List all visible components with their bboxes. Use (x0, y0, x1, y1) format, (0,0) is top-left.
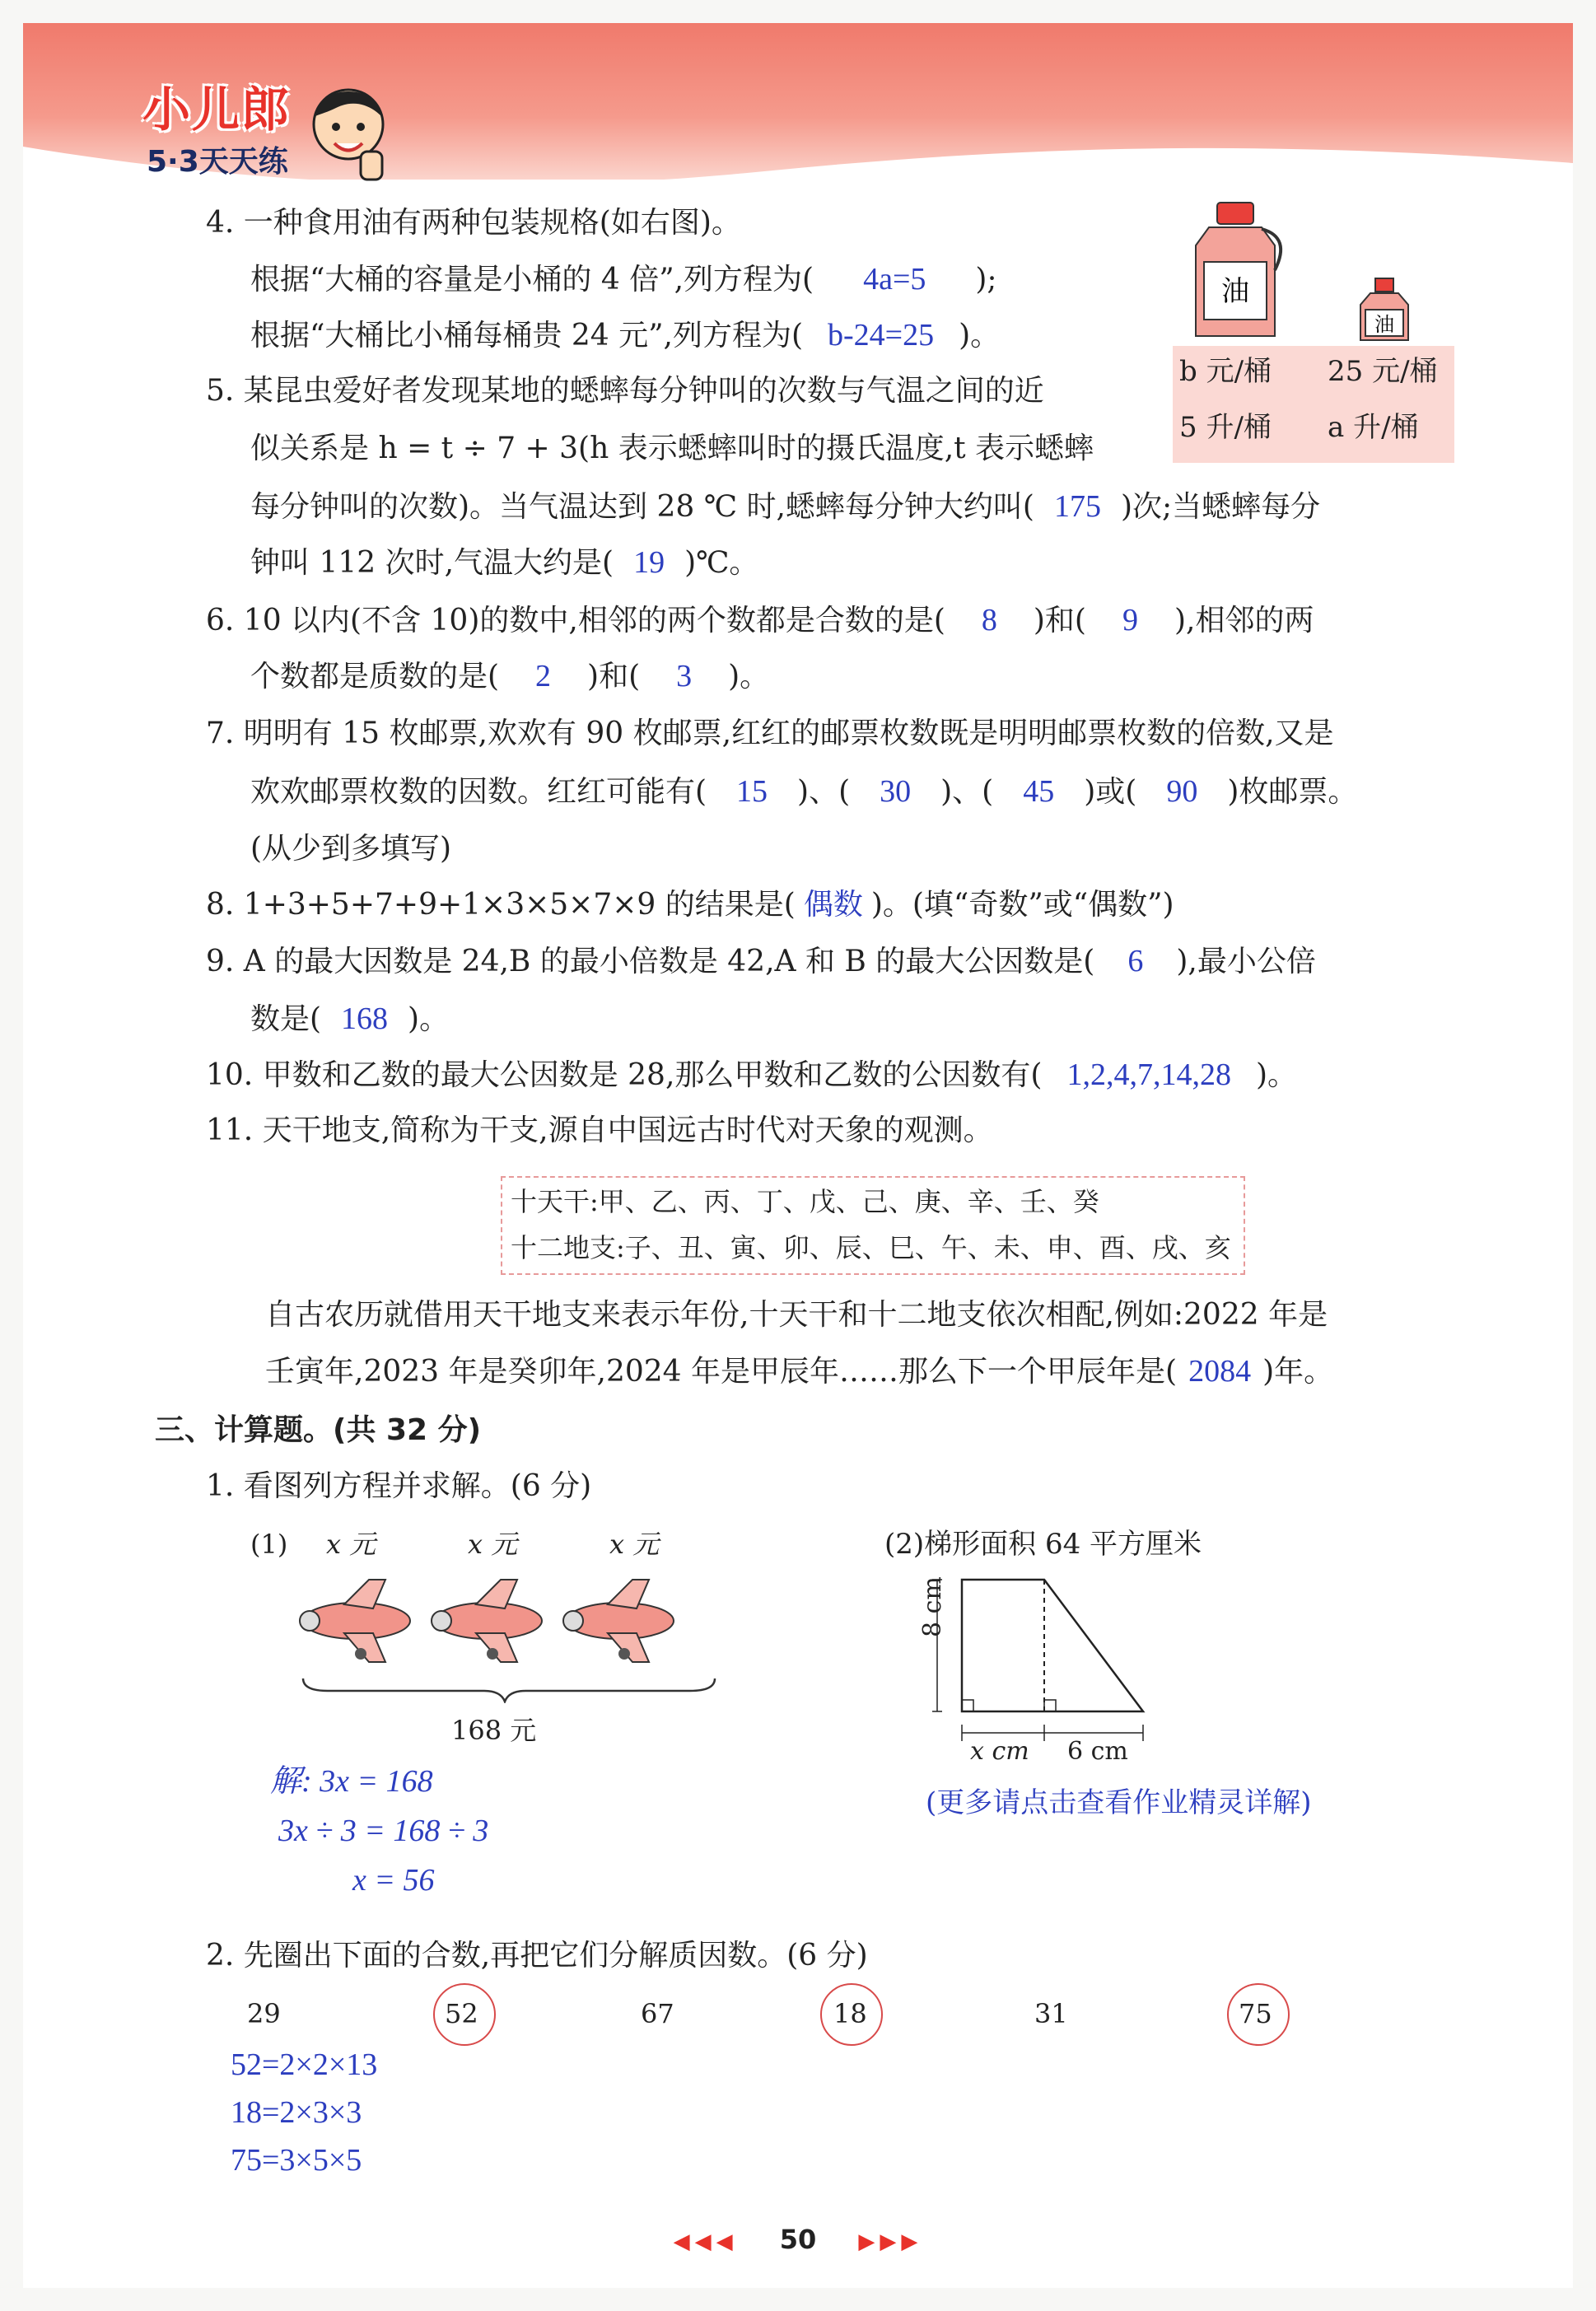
c1-title: 1. 看图列方程并求解。(6 分) (206, 1469, 592, 1503)
c2-title: 2. 先圈出下面的合数,再把它们分解质因数。(6 分) (206, 1939, 868, 1973)
svg-text:油: 油 (1374, 313, 1394, 336)
q7-line3: (从少到多填写) (250, 832, 452, 866)
q8-answer: 偶数 (803, 888, 863, 922)
q5-line3: 每分钟叫的次数)。当气温达到 28 ℃ 时,蟋蟀每分钟大约叫( 175 )次;当蟋蟀每分 (250, 489, 1321, 524)
big-volume: 5 升/桶 (1179, 411, 1272, 444)
earthly-branches: 十二地支:子、丑、寅、卯、辰、巳、午、未、申、酉、戌、亥 (511, 1232, 1231, 1263)
q4-line3: 根据“大桶比小桶每桶贵 24 元”,列方程为( b-24=25 )。 (250, 318, 1001, 352)
solution-step1: 解: 3x = 168 (270, 1764, 433, 1799)
q7-answer2: 30 (880, 774, 912, 809)
airplanes-diagram (295, 1571, 723, 1703)
factorization-52: 52=2×2×13 (231, 2047, 378, 2082)
factorization-75: 75=3×5×5 (231, 2143, 362, 2178)
number-75: 75 (1239, 1998, 1272, 2029)
page (23, 23, 1573, 2288)
q7-line2: 欢欢邮票枚数的因数。红红可能有( 15 )、( 30 )、( 45 )或( 90 )枚邮票。 (250, 774, 1358, 809)
mascot-icon (303, 79, 394, 186)
oil-spec-box (1173, 346, 1454, 463)
page-number: 50 (779, 2224, 817, 2255)
airplane-icon (300, 1580, 410, 1662)
airplane-icon (432, 1580, 542, 1662)
q7-answer3: 45 (1023, 774, 1055, 809)
q5-answer1: 175 (1053, 489, 1101, 524)
big-price: b 元/桶 (1179, 355, 1272, 388)
q4-answer1: 4a=5 (863, 262, 926, 296)
q7-line1: 7. 明明有 15 枚邮票,欢欢有 90 枚邮票,红红的邮票枚数既是明明邮票枚数的倍数,又是 (206, 717, 1334, 750)
c1-p2-label: (2)梯形面积 64 平方厘米 (884, 1528, 1202, 1561)
page-footer (0, 2224, 1596, 2255)
q6-answer1: 8 (981, 603, 997, 637)
small-price: 25 元/桶 (1328, 355, 1438, 388)
svg-text:油: 油 (1221, 275, 1249, 308)
factorization-18: 18=2×3×3 (231, 2095, 362, 2130)
solution-step2: 3x ÷ 3 = 168 ÷ 3 (278, 1814, 489, 1848)
q11-line2: 自古农历就借用天干地支来表示年份,十天干和十二地支依次相配,例如:2022 年是 (265, 1298, 1328, 1332)
q4-line2: 根据“大桶的容量是小桶的 4 倍”,列方程为( 4a=5 ); (250, 262, 997, 296)
q4-answer2: b-24=25 (828, 318, 935, 352)
q11-line1: 11. 天干地支,简称为干支,源自中国远古时代对天象的观测。 (206, 1113, 993, 1147)
q4-line1: 4. 一种食用油有两种包装规格(如右图)。 (206, 206, 741, 240)
number-31: 31 (1034, 1998, 1068, 2029)
q6-line1: 6. 10 以内(不含 10)的数中,相邻的两个数都是合数的是( 8 )和( 9 ),相邻的两 (206, 603, 1314, 637)
q5-answer2: 19 (633, 545, 665, 580)
number-29: 29 (247, 1998, 281, 2029)
base2-label: 6 cm (1067, 1737, 1128, 1766)
q6-answer3: 2 (535, 659, 552, 693)
q9-answer1: 6 (1127, 944, 1144, 978)
section-title: 三、计算题。(共 32 分) (155, 1413, 482, 1447)
more-solutions-link[interactable]: (更多请点击查看作业精灵详解) (926, 1786, 1312, 1819)
brand-logo: 小儿郎 (142, 82, 292, 138)
q5-line4: 钟叫 112 次时,气温大约是( 19 )℃。 (250, 545, 759, 580)
number-67: 67 (641, 1998, 674, 2029)
height-label: 8 cm (918, 1576, 947, 1637)
number-52: 52 (445, 1998, 478, 2029)
small-volume: a 升/桶 (1328, 411, 1419, 444)
q10-answer: 1,2,4,7,14,28 (1066, 1057, 1231, 1092)
plane-price-1: x 元 (326, 1529, 376, 1560)
q5-line2: 似关系是 h = t ÷ 7 + 3(h 表示蟋蟀叫时的摄氏温度,t 表示蟋蟀 (250, 432, 1094, 465)
q9-line2: 数是( 168 )。 (250, 1001, 450, 1036)
total-price: 168 元 (451, 1715, 537, 1746)
q9-answer2: 168 (341, 1001, 389, 1036)
q9-line1: 9. A 的最大因数是 24,B 的最小倍数是 42,A 和 B 的最大公因数是( 6 ),最小公倍 (206, 944, 1316, 978)
q11-line3: 壬寅年,2023 年是癸卯年,2024 年是甲辰年……那么下一个甲辰年是( 2084 )年。 (265, 1354, 1334, 1389)
q6-answer2: 9 (1122, 603, 1138, 637)
heavenly-stems: 十天干:甲、乙、丙、丁、戊、己、庚、辛、壬、癸 (511, 1186, 1099, 1217)
q10-line: 10. 甲数和乙数的最大公因数是 28,那么甲数和乙数的公因数有( 1,2,4,7,14,28 )。 (206, 1057, 1297, 1092)
next-arrows-icon: ▶▶▶ (858, 2229, 923, 2254)
c1-p1-label: (1) (250, 1529, 288, 1560)
number-18: 18 (833, 1998, 867, 2029)
q7-answer4: 90 (1166, 774, 1198, 809)
q11-answer: 2084 (1188, 1354, 1252, 1389)
series-name: 5·3天天练 (147, 145, 288, 179)
plane-price-2: x 元 (468, 1529, 518, 1560)
base1-label: x cm (970, 1737, 1029, 1766)
q8-line: 8. 1+3+5+7+9+1×3×5×7×9 的结果是( 偶数 )。(填“奇数”或“偶数”) (206, 888, 1174, 922)
airplane-icon (563, 1580, 674, 1662)
q6-line2: 个数都是质数的是( 2 )和( 3 )。 (250, 659, 770, 693)
q6-answer4: 3 (676, 659, 693, 693)
oil-bottles-icon (1192, 196, 1456, 344)
q5-line1: 5. 某昆虫爱好者发现某地的蟋蟀每分钟叫的次数与气温之间的近 (206, 374, 1044, 408)
solution-step3: x = 56 (352, 1863, 435, 1898)
prev-arrows-icon: ◀◀◀ (673, 2229, 738, 2254)
plane-price-3: x 元 (609, 1529, 660, 1560)
ganzhi-box (501, 1176, 1245, 1275)
q7-answer1: 15 (736, 774, 768, 809)
